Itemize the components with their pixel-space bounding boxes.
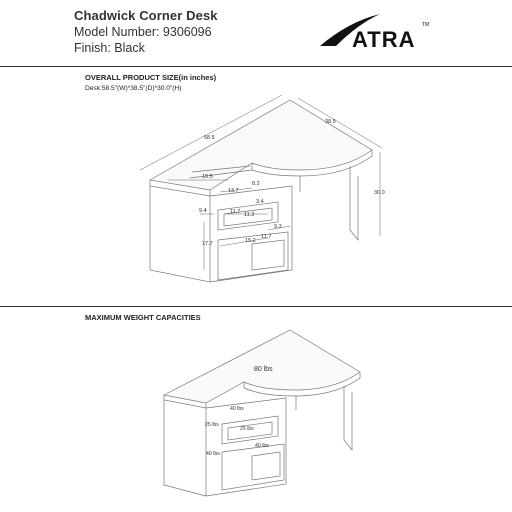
weight-drawer-small: 25 lbs xyxy=(240,426,254,432)
dim-d1: 13.7 xyxy=(228,188,239,194)
finish-label: Finish: Black xyxy=(74,41,145,55)
dim-d10: 15.2 xyxy=(245,238,256,244)
dim-depth: 38.5 xyxy=(325,119,336,125)
dim-height: 30.0 xyxy=(374,190,385,196)
dim-d4: 9.4 xyxy=(199,208,207,214)
weight-diagram xyxy=(0,325,512,505)
dim-d2: 8.2 xyxy=(252,181,260,187)
divider-top xyxy=(0,66,512,67)
weight-shelf-upper: 40 lbs xyxy=(230,406,244,412)
weight-top: 80 lbs xyxy=(254,366,273,373)
weight-side-upper: 25 lbs xyxy=(205,422,219,428)
size-section-title: OVERALL PRODUCT SIZE(in inches) xyxy=(85,73,217,82)
dim-d7: 9.3 xyxy=(274,224,282,230)
weight-section-title: MAXIMUM WEIGHT CAPACITIES xyxy=(85,313,201,322)
dim-top-depth: 19.5 xyxy=(202,174,213,180)
brand-logo xyxy=(318,12,432,50)
model-number: Model Number: 9306096 xyxy=(74,25,212,39)
logo-text: ATRA xyxy=(352,27,416,50)
divider-middle xyxy=(0,306,512,307)
dim-d6: 11.3 xyxy=(244,212,255,218)
logo-tm: TM xyxy=(422,22,430,28)
weight-side-lower: 40 lbs xyxy=(206,451,220,457)
weight-drawer-large: 40 lbs xyxy=(255,443,269,449)
dim-d5: 11.7 xyxy=(230,209,241,215)
dim-d8: 11.7 xyxy=(261,234,272,240)
size-section-subtitle: Desk:58.5"(W)*38.5"(D)*30.0"(H) xyxy=(85,85,182,92)
dim-d9: 17.7 xyxy=(202,241,213,247)
header-block xyxy=(74,8,218,56)
dim-width: 58.5 xyxy=(204,135,215,141)
product-title: Chadwick Corner Desk xyxy=(74,8,218,23)
dim-d3: 3.4 xyxy=(256,199,264,205)
size-diagram xyxy=(0,95,512,300)
